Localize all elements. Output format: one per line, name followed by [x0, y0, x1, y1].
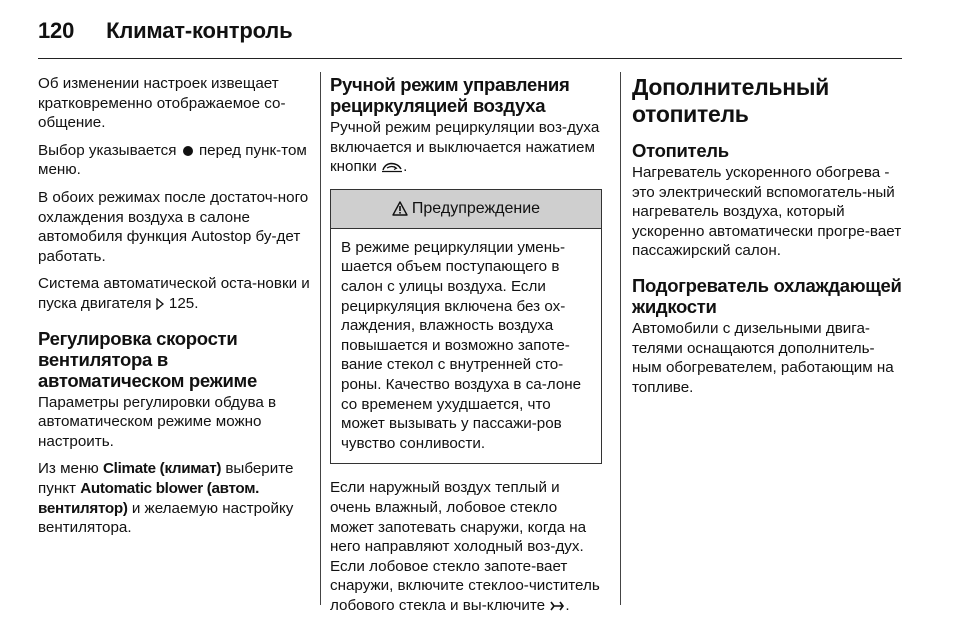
paragraph [330, 118, 602, 177]
paragraph: Нагреватель ускоренного обогрева - это электрический вспомогатель-ный нагреватель воздуха, который ускоренно автоматически прогре-вает пассажирский салон. [632, 164, 902, 260]
page-number: 120 [38, 18, 75, 43]
column-divider-2 [620, 72, 621, 605]
section-heading: Подогреватель охлаждающей жидкости [632, 274, 902, 317]
column-divider-1 [320, 72, 321, 605]
text-run: Если наружный воздух теплый и очень влажный, лобовое стекло может запотевать снаружи, когда на него направляют холодный воз-дух. Если лобовое стекло запоте-вает снаружи, включите стеклоо-чиститель лобового стекла и вы-ключите [330, 479, 600, 614]
column-2 [330, 74, 602, 623]
menu-item-name: Automatic blower (автом. вентилятор) [38, 479, 260, 517]
paragraph [38, 459, 310, 537]
page-header [38, 18, 292, 48]
warning-box [330, 189, 602, 465]
paragraph: Автомобили с дизельными двига-телями оснащаются дополнитель-ным обогревателем, работающим на топливе. [632, 319, 894, 396]
section-heading: Ручной режим управления рециркуляцией воздуха [330, 74, 570, 116]
column-3 [632, 74, 904, 405]
text-run: Система автоматической оста-новки и пуска двигателя [38, 275, 310, 312]
paragraph [38, 141, 310, 180]
paragraph [38, 274, 310, 313]
text-run: и желаемую настройку вентилятора. [38, 499, 294, 537]
header-divider [38, 58, 902, 59]
page-reference: 125. [168, 294, 199, 312]
text-run: перед пунк-том меню. [38, 141, 307, 179]
recirculation-car-icon [381, 161, 403, 173]
text-run: . [565, 596, 570, 614]
selection-dot-icon [183, 146, 193, 156]
text-run: Из меню [38, 460, 99, 478]
page-reference-arrow-icon [156, 298, 165, 310]
warning-title: Предупреждение [411, 199, 541, 217]
section-heading: Отопитель [632, 140, 729, 161]
ac-snowflake-icon [549, 600, 565, 612]
column-1 [38, 74, 310, 546]
section-heading: Регулировка скорости вентилятора в автоматическом режиме [38, 327, 257, 391]
warning-triangle-icon [392, 201, 408, 216]
paragraph: Об изменении настроек извещает кратковременно отображаемое со-общение. [38, 75, 286, 132]
text-run: Ручной режим рециркуляции воз-духа включается и выключается нажатием кнопки [330, 119, 600, 176]
text-run: . [403, 158, 408, 176]
chapter-heading: Дополнительный отопитель [632, 74, 830, 127]
menu-name: Climate (климат) [103, 460, 222, 478]
text-run: Выбор указывается [38, 141, 177, 159]
warning-header [331, 190, 601, 229]
paragraph [330, 478, 602, 615]
text-run: выберите пункт [38, 460, 294, 497]
paragraph: Параметры регулировки обдува в автоматическом режиме можно настроить. [38, 393, 277, 450]
warning-text: В режиме рециркуляции умень-шается объем поступающего в салон с улицы воздуха. Если рециркуляция включена без ох-лаждения, влажность воздуха повышается и возможно запоте-вание стекол с внутренней сто-роны. Качество воздуха в са-лоне со временем ухудшается, что может вызывать у пассажи-ров чувство сонливости. [341, 238, 582, 452]
paragraph: В обоих режимах после достаточ-ного охлаждения воздуха в салоне автомобиля функция Autostop бу-дет работать. [38, 188, 309, 265]
page-title: Климат-контроль [106, 18, 293, 43]
